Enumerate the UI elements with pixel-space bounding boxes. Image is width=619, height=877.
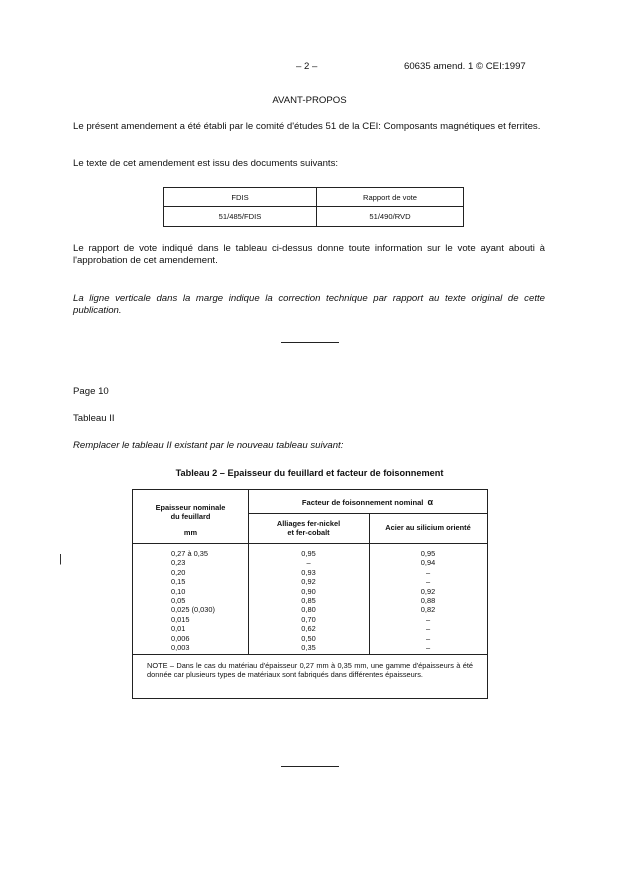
table-cell: 0,35	[301, 643, 316, 653]
table-cell: 0,82	[420, 605, 436, 615]
table-cell: –	[425, 567, 431, 577]
column-header-unit: mm	[183, 528, 198, 537]
table-cell: 0,27 à 0,35	[171, 549, 208, 558]
table-header: FDIS	[164, 188, 317, 207]
table-cell: 0,95	[301, 549, 316, 558]
table-cell: 0,85	[301, 596, 316, 606]
table-cell: 0,80	[301, 605, 316, 615]
table-cell: 0,01	[171, 624, 186, 634]
table-cell: 0,95	[420, 549, 436, 558]
table-cell: 51/485/FDIS	[164, 207, 317, 227]
column-header-si-steel: Acier au silicium orienté	[385, 523, 471, 532]
si-steel-column	[369, 549, 487, 652]
section-divider	[281, 342, 339, 343]
row-divider	[248, 513, 487, 514]
group-header-label: Facteur de foisonnement nominal	[301, 498, 424, 507]
foreword-paragraph-1: Le présent amendement a été établi par le comité d'études 51 de la CEI: Composants magnétiques et ferrites.	[73, 121, 541, 132]
table-reference: Tableau II	[73, 413, 115, 424]
table-cell: 0,15	[171, 577, 186, 587]
voting-documents-table	[163, 187, 464, 227]
document-reference: 60635 amend. 1 © CEI:1997	[404, 61, 526, 72]
column-header-fe-ni-co: Alliages fer-nickel et fer-cobalt	[276, 519, 341, 538]
table-cell: 0,20	[171, 567, 186, 577]
table-cell: 51/490/RVD	[317, 207, 464, 227]
table-cell: 0,94	[420, 558, 436, 568]
header-divider	[133, 543, 487, 544]
table-cell: 0,62	[301, 624, 316, 634]
table-cell: 0,88	[420, 596, 436, 606]
replacement-instruction: Remplacer le tableau II existant par le nouveau tableau suivant:	[73, 440, 344, 451]
group-header-factor	[248, 497, 487, 507]
table-cell: –	[425, 614, 431, 624]
table-cell: 0,23	[171, 558, 186, 568]
table-cell: 0,50	[301, 633, 316, 643]
table-cell: –	[425, 577, 431, 587]
table-note: NOTE – Dans le cas du matériau d'épaisseur 0,27 mm à 0,35 mm, une gamme d'épaisseurs à été donnée car plusieurs types de matériaux sont fabriqués dans différentes épaisseurs.	[147, 661, 473, 680]
note-divider	[133, 654, 487, 655]
table-cell: 0,015	[171, 614, 190, 624]
column-header-thickness: Epaisseur nominale du feuillard	[155, 503, 226, 522]
table-cell: 0,93	[301, 567, 316, 577]
table-cell: 0,90	[301, 586, 316, 596]
table-cell: 0,92	[301, 577, 316, 587]
foreword-paragraph-2: Le texte de cet amendement est issu des documents suivants:	[73, 158, 339, 169]
foreword-paragraph-4: La ligne verticale dans la marge indique la correction technique par rapport au texte original de cette publication.	[73, 293, 545, 316]
table-cell: 0,10	[171, 586, 186, 596]
alpha-symbol: α	[427, 497, 434, 507]
page-number: – 2 –	[296, 61, 318, 72]
foreword-paragraph-3: Le rapport de vote indiqué dans le tableau ci-dessus donne toute information sur le vote ayant abouti à l'approbation de cet amendement.	[73, 243, 545, 266]
thickness-factor-table	[132, 489, 488, 699]
table-cell: –	[306, 558, 311, 568]
margin-change-bar: |	[59, 553, 62, 565]
page-reference: Page 10	[73, 386, 109, 397]
table-cell: –	[425, 643, 431, 653]
table-cell: 0,92	[420, 586, 436, 596]
table-cell: –	[425, 633, 431, 643]
table-cell: 0,003	[171, 643, 190, 653]
end-divider	[281, 766, 339, 767]
table-cell: 0,05	[171, 596, 186, 606]
foreword-title: AVANT-PROPOS	[272, 95, 347, 106]
table-title: Tableau 2 – Epaisseur du feuillard et facteur de foisonnement	[175, 468, 444, 478]
table-header: Rapport de vote	[317, 188, 464, 207]
table-cell: 0,025 (0,030)	[171, 605, 215, 615]
table-cell: 0,70	[301, 614, 316, 624]
thickness-column	[171, 549, 215, 652]
fe-ni-co-column	[248, 549, 369, 652]
table-cell: 0,006	[171, 633, 190, 643]
table-cell: –	[425, 624, 431, 634]
